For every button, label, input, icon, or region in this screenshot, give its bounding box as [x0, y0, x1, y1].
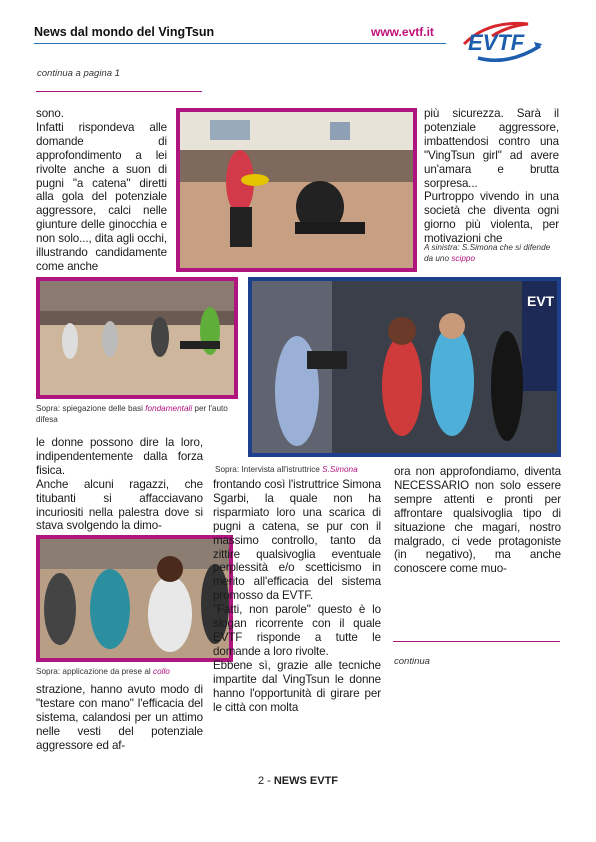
column1-mid-text [36, 436, 203, 533]
paragraph: strazione, hanno avuto modo di "testare con mano" l'efficacia del sistema, calandosi per un attimo nelle vesti del potenziale aggressore ed af- [36, 683, 203, 752]
paragraph: frontando così l'istruttrice Simona Sgarbi, la quale non ha risparmiato loro una scarica di pugni a catena, se pur con il massimo controllo, tanto da zittire qualsivoglia eventuale perplessità e/o scetticismo in merito all'efficacia del sistema promosso da EVTF. [213, 478, 381, 603]
caption-photo2 [36, 404, 236, 425]
svg-text:EVT: EVT [527, 293, 555, 309]
paragraph: Anche alcuni ragazzi, che titubanti si affacciavano incuriositi nella palestra dove si stava svolgendo la dimo- [36, 477, 203, 533]
caption-photo1 [424, 243, 559, 264]
caption-text: Sopra: Intervista all'istruttrice [215, 465, 323, 474]
caption-highlight: fondamentali [145, 404, 193, 413]
page-footer [0, 775, 596, 787]
caption-highlight: collo [152, 667, 170, 676]
paragraph: Infatti rispondeva alle domande di approfondimento a lei rivolte anche a suon di pugni "a catena" diretti alla gola del potenziale aggressore, calci nelle giunture delle ginocchia e non solo..., dita agli occhi, illustrando candidamente come anche [36, 120, 167, 273]
evtf-logo [458, 18, 544, 70]
caption-text: per l'auto difesa [36, 404, 228, 424]
column3-top-text [424, 107, 559, 246]
footer-label: NEWS EVTF [273, 775, 339, 787]
paragraph: le donne possono dire la loro, indipendentemente dalla forza fisica. [36, 436, 203, 477]
header-divider [34, 43, 446, 44]
caption-text: A sinistra: S.Simona che si difende da uno [424, 243, 551, 263]
column3-text [394, 465, 561, 576]
divider-bottom [393, 641, 560, 642]
paragraph: Purtroppo vivendo in una società che diventa ogni giorno più violenta, per motivazioni che [424, 190, 559, 246]
header-title: News dal mondo del VingTsun [34, 25, 215, 39]
column1-bottom-text [36, 683, 203, 753]
paragraph: ora non approfondiamo, diventa NECESSARIO non solo essere sempre attenti e pronti per affrontare qualsivoglia tipo di situazione che magari, nostro malgrado, ci vede protagoniste (in negativo), ma anche conoscere come muo- [394, 465, 561, 576]
photo-simona-scippo [176, 108, 417, 272]
caption-highlight: S.Simona [322, 465, 358, 474]
photo-prese-collo [36, 535, 233, 662]
divider-top [36, 91, 202, 92]
paragraph: "Fatti, non parole" questo è lo slogan ricorrente con il quale EVTF risponde a tutte le domande a loro rivolte. [213, 603, 381, 658]
column1-top-text [36, 107, 167, 274]
caption-text: Sopra: spiegazione delle basi [36, 404, 146, 413]
continue-top[interactable]: continua a pagina 1 [37, 68, 120, 79]
photo-basi-fondamentali [36, 277, 238, 399]
caption-highlight: scippo [451, 253, 475, 263]
paragraph: più sicurezza. Sarà il potenziale aggressore, imbattendosi contro una "VingTsun girl" ad avere un'amara e brutta sorpresa... [424, 107, 559, 190]
photo-intervista [248, 277, 561, 457]
header-url[interactable]: www.evtf.it [371, 25, 434, 39]
continue-bottom[interactable]: continua [394, 656, 430, 667]
column2-text [213, 478, 381, 714]
logo-text: EVTF [468, 30, 525, 55]
paragraph: sono. [36, 107, 64, 120]
paragraph: Ebbene sì, grazie alle tecniche impartite dal VingTsun le donne hanno l'opportunità di girare per le città con molta [213, 658, 381, 714]
page-number: 2 - [257, 775, 274, 787]
caption-photo4 [36, 667, 236, 678]
caption-text: Sopra: applicazione da prese al [36, 667, 153, 676]
